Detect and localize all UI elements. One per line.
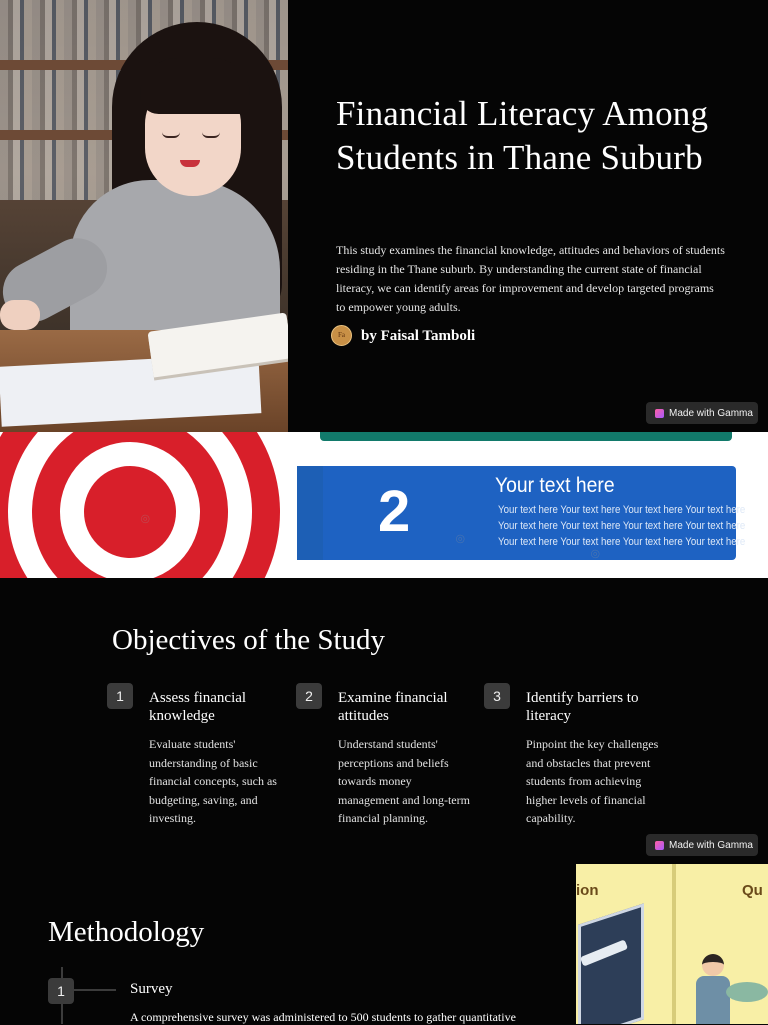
author-name: by Faisal Tamboli: [361, 328, 476, 344]
objective-heading: Examine financial attitudes: [338, 690, 448, 724]
watermark-icon: ◎: [137, 511, 153, 527]
step-description: A comprehensive survey was administered to 500 students to gather quantitative: [130, 1010, 516, 1024]
presentation-description: This study examines the financial knowledge, attitudes and behaviors of students residing in the Thane suburb. By understanding the current state of financial literacy, we can identify areas for improvement and develop targeted programs to empower young adults.: [336, 243, 725, 314]
objective-description: Pinpoint the key challenges and obstacles that prevent students from achieving higher levels of financial capability.: [526, 737, 659, 825]
target-icon: [0, 432, 280, 578]
student-studying-photo: [0, 0, 288, 432]
timeline-connector: [74, 989, 116, 991]
methodology-title: Methodology: [48, 916, 205, 948]
objective-heading: Assess financial knowledge: [149, 690, 247, 724]
watermark-icon: ◎: [587, 546, 603, 562]
step-number-badge: 1: [48, 978, 74, 1004]
research-illustration-image: [576, 864, 768, 1024]
banner-text-line: Your text here Your text here Your text here Your text here: [498, 520, 746, 532]
banner-heading: Your text here: [495, 474, 615, 497]
badge-label: Made with Gamma: [669, 839, 753, 851]
infographic-banner-image: [0, 432, 768, 578]
objective-number-badge: 2: [296, 683, 322, 709]
plant-icon: [726, 982, 768, 1002]
made-with-gamma-button[interactable]: [646, 402, 758, 424]
objective-description: Evaluate students' understanding of basic financial concepts, such as budgeting, saving, and investing.: [149, 737, 277, 825]
gamma-logo-icon: [655, 409, 664, 418]
banner-text-line: Your text here Your text here Your text here Your text here: [498, 504, 746, 516]
illustration-word-right: Qu: [742, 882, 763, 899]
objective-heading: Identify barriers to literacy: [526, 690, 639, 724]
number-tab: [297, 466, 323, 560]
step-label: Survey: [130, 981, 173, 997]
presentation-title: Financial Literacy Among Students in Thane Suburb: [336, 94, 709, 177]
objective-number-badge: 3: [484, 683, 510, 709]
banner-number: 2: [378, 479, 411, 544]
gamma-logo-icon: [655, 841, 664, 850]
illustration-word-left: ion: [576, 882, 599, 899]
banner-text-line: Your text here Your text here Your text here Your text here: [498, 536, 746, 548]
author-avatar: Fa: [331, 325, 352, 346]
person-icon: [702, 954, 724, 976]
badge-label: Made with Gamma: [669, 407, 753, 419]
made-with-gamma-button[interactable]: [646, 834, 758, 856]
objectives-title: Objectives of the Study: [112, 624, 386, 656]
watermark-icon: ◎: [452, 531, 468, 547]
person-body-icon: [696, 976, 730, 1024]
objective-number-badge: 1: [107, 683, 133, 709]
title-slide: [0, 0, 768, 432]
teal-banner-strip: [320, 432, 732, 441]
objective-description: Understand students' perceptions and beliefs towards money management and long-term financial planning.: [338, 737, 470, 825]
